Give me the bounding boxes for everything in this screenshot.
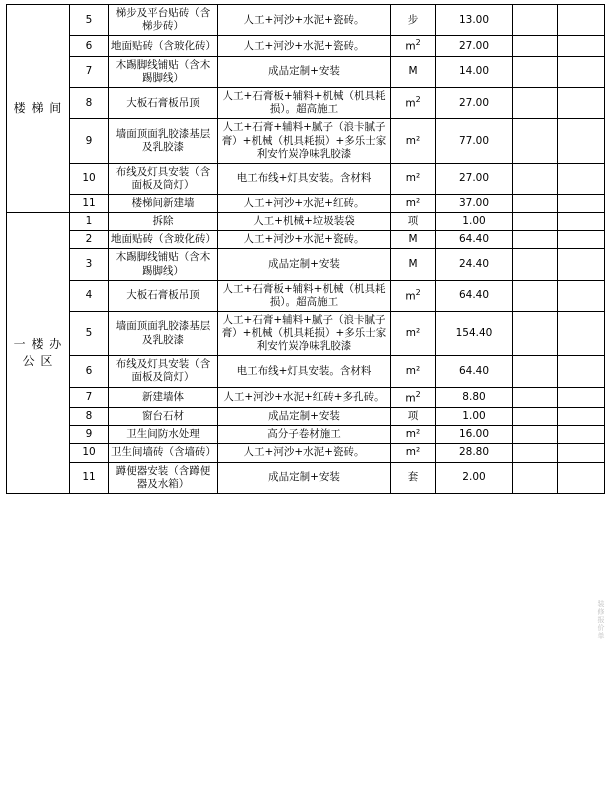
table-row — [7, 56, 605, 87]
row-number-cell: 6 — [70, 36, 109, 57]
blank-cell-1 — [513, 5, 558, 36]
blank-cell-1 — [513, 311, 558, 355]
blank-cell-1 — [513, 444, 558, 462]
item-name-cell: 木踢脚线铺贴（含木踢脚线） — [109, 56, 218, 87]
quantity-cell: 2.00 — [436, 462, 513, 493]
table-row — [7, 213, 605, 231]
row-number-cell: 9 — [70, 426, 109, 444]
unit-superscript: 2 — [415, 95, 421, 105]
unit-superscript: 2 — [415, 287, 421, 297]
group-label-cell — [7, 5, 70, 213]
table-row — [7, 408, 605, 426]
unit-superscript: 2 — [415, 38, 421, 48]
row-number-cell: 11 — [70, 195, 109, 213]
unit-text: m — [405, 97, 416, 110]
item-description-cell: 人工+石膏板+辅料+机械（机具耗损）。超高施工 — [218, 88, 391, 119]
unit-cell — [391, 195, 436, 213]
unit-cell — [391, 5, 436, 36]
unit-text: m² — [405, 134, 421, 147]
item-name-cell: 布线及灯具安装（含面板及筒灯） — [109, 356, 218, 387]
table-row — [7, 231, 605, 249]
table-row — [7, 249, 605, 280]
table-row — [7, 444, 605, 462]
row-number-cell: 1 — [70, 213, 109, 231]
row-number-cell: 2 — [70, 231, 109, 249]
unit-text: 套 — [407, 471, 419, 484]
item-name-cell: 墙面顶面乳胶漆基层及乳胶漆 — [109, 119, 218, 163]
unit-cell — [391, 387, 436, 408]
blank-cell-1 — [513, 231, 558, 249]
blank-cell-2 — [558, 387, 605, 408]
table-row — [7, 280, 605, 311]
row-number-cell: 10 — [70, 444, 109, 462]
unit-text: m — [405, 40, 416, 53]
group-label-cell — [7, 213, 70, 494]
item-description-cell: 人工+河沙+水泥+瓷砖。 — [218, 444, 391, 462]
blank-cell-1 — [513, 387, 558, 408]
row-number-cell: 3 — [70, 249, 109, 280]
unit-text: m² — [405, 428, 421, 441]
unit-text: m — [405, 290, 416, 303]
quantity-cell: 1.00 — [436, 213, 513, 231]
item-name-cell: 梯步及平台贴砖（含梯步砖） — [109, 5, 218, 36]
blank-cell-2 — [558, 56, 605, 87]
blank-cell-2 — [558, 195, 605, 213]
table-row — [7, 5, 605, 36]
item-name-cell: 卫生间墙砖（含墙砖） — [109, 444, 218, 462]
quantity-cell: 27.00 — [436, 88, 513, 119]
unit-text: m² — [405, 197, 421, 209]
table-row — [7, 311, 605, 355]
row-number-cell: 11 — [70, 462, 109, 493]
unit-text: 项 — [407, 410, 419, 423]
item-description-cell: 人工+河沙+水泥+红砖+多孔砖。 — [218, 387, 391, 408]
item-description-cell: 人工+石膏+辅料+腻子（浪卡腻子膏）+机械（机具耗损）+多乐士家利安竹炭净味乳胶漆 — [218, 311, 391, 355]
blank-cell-1 — [513, 280, 558, 311]
item-description-cell: 人工+河沙+水泥+瓷砖。 — [218, 36, 391, 57]
unit-cell — [391, 119, 436, 163]
blank-cell-1 — [513, 88, 558, 119]
quantity-cell: 37.00 — [436, 195, 513, 213]
item-name-cell: 窗台石材 — [109, 408, 218, 426]
blank-cell-2 — [558, 213, 605, 231]
quote-table — [6, 4, 605, 494]
item-description-cell: 人工+河沙+水泥+瓷砖。 — [218, 5, 391, 36]
item-description-cell: 高分子卷材施工 — [218, 426, 391, 444]
quantity-cell: 27.00 — [436, 163, 513, 194]
table-row — [7, 426, 605, 444]
table-row — [7, 163, 605, 194]
table-row — [7, 88, 605, 119]
quantity-cell: 64.40 — [436, 356, 513, 387]
quantity-cell: 16.00 — [436, 426, 513, 444]
unit-cell — [391, 88, 436, 119]
blank-cell-2 — [558, 311, 605, 355]
item-description-cell: 电工布线+灯具安装。含材料 — [218, 163, 391, 194]
item-name-cell: 卫生间防水处理 — [109, 426, 218, 444]
blank-cell-2 — [558, 119, 605, 163]
unit-text: m — [405, 392, 416, 404]
row-number-cell: 10 — [70, 163, 109, 194]
unit-cell — [391, 426, 436, 444]
group-label: 一 楼 办 公 区 — [13, 336, 63, 368]
item-description-cell: 人工+河沙+水泥+红砖。 — [218, 195, 391, 213]
blank-cell-2 — [558, 5, 605, 36]
item-description-cell: 成品定制+安装 — [218, 408, 391, 426]
blank-cell-1 — [513, 462, 558, 493]
item-name-cell: 木踢脚线铺贴（含木踢脚线） — [109, 249, 218, 280]
quantity-cell: 27.00 — [436, 36, 513, 57]
item-description-cell: 人工+石膏板+辅料+机械（机具耗损）。超高施工 — [218, 280, 391, 311]
item-description-cell: 成品定制+安装 — [218, 462, 391, 493]
unit-text: 步 — [407, 13, 419, 26]
row-number-cell: 5 — [70, 311, 109, 355]
unit-text: m² — [405, 327, 421, 339]
item-name-cell: 地面贴砖（含玻化砖） — [109, 231, 218, 249]
row-number-cell: 9 — [70, 119, 109, 163]
blank-cell-2 — [558, 88, 605, 119]
item-description-cell: 成品定制+安装 — [218, 249, 391, 280]
quantity-cell: 77.00 — [436, 119, 513, 163]
quantity-cell: 64.40 — [436, 231, 513, 249]
unit-text: m² — [405, 446, 421, 459]
unit-cell — [391, 249, 436, 280]
blank-cell-2 — [558, 444, 605, 462]
row-number-cell: 8 — [70, 88, 109, 119]
table-row — [7, 119, 605, 163]
unit-cell — [391, 36, 436, 57]
row-number-cell: 8 — [70, 408, 109, 426]
unit-cell — [391, 231, 436, 249]
quantity-cell: 24.40 — [436, 249, 513, 280]
item-description-cell: 人工+石膏+辅料+腻子（浪卡腻子膏）+机械（机具耗损）+多乐士家利安竹炭净味乳胶漆 — [218, 119, 391, 163]
item-name-cell: 大板石膏板吊顶 — [109, 88, 218, 119]
unit-cell — [391, 356, 436, 387]
blank-cell-1 — [513, 426, 558, 444]
blank-cell-2 — [558, 356, 605, 387]
unit-text: m² — [405, 364, 421, 377]
unit-text: M — [408, 65, 418, 78]
quantity-cell: 64.40 — [436, 280, 513, 311]
table-row — [7, 462, 605, 493]
unit-cell — [391, 444, 436, 462]
quantity-cell: 154.40 — [436, 311, 513, 355]
item-name-cell: 布线及灯具安装（含面板及筒灯） — [109, 163, 218, 194]
blank-cell-2 — [558, 163, 605, 194]
item-description-cell: 人工+机械+垃圾装袋 — [218, 213, 391, 231]
item-name-cell: 墙面顶面乳胶漆基层及乳胶漆 — [109, 311, 218, 355]
quantity-cell: 14.00 — [436, 56, 513, 87]
table-row — [7, 36, 605, 57]
item-name-cell: 地面贴砖（含玻化砖） — [109, 36, 218, 57]
blank-cell-1 — [513, 119, 558, 163]
row-number-cell: 7 — [70, 387, 109, 408]
blank-cell-2 — [558, 280, 605, 311]
blank-cell-1 — [513, 56, 558, 87]
unit-cell — [391, 56, 436, 87]
blank-cell-2 — [558, 462, 605, 493]
blank-cell-1 — [513, 163, 558, 194]
blank-cell-2 — [558, 249, 605, 280]
item-description-cell: 电工布线+灯具安装。含材料 — [218, 356, 391, 387]
unit-superscript: 2 — [415, 389, 421, 399]
blank-cell-1 — [513, 36, 558, 57]
blank-cell-1 — [513, 213, 558, 231]
unit-cell — [391, 462, 436, 493]
quantity-cell: 28.80 — [436, 444, 513, 462]
unit-cell — [391, 311, 436, 355]
item-name-cell: 大板石膏板吊顶 — [109, 280, 218, 311]
blank-cell-2 — [558, 426, 605, 444]
item-name-cell: 拆除 — [109, 213, 218, 231]
blank-cell-1 — [513, 408, 558, 426]
quantity-cell: 13.00 — [436, 5, 513, 36]
table-row — [7, 356, 605, 387]
unit-text: m² — [405, 172, 421, 185]
unit-cell — [391, 408, 436, 426]
blank-cell-1 — [513, 195, 558, 213]
unit-cell — [391, 213, 436, 231]
blank-cell-2 — [558, 408, 605, 426]
blank-cell-2 — [558, 231, 605, 249]
table-row — [7, 195, 605, 213]
row-number-cell: 5 — [70, 5, 109, 36]
unit-text: M — [408, 257, 418, 270]
quantity-cell: 8.80 — [436, 387, 513, 408]
group-label: 楼 梯 间 — [13, 100, 63, 115]
row-number-cell: 6 — [70, 356, 109, 387]
blank-cell-1 — [513, 249, 558, 280]
item-description-cell: 成品定制+安装 — [218, 56, 391, 87]
unit-text: M — [408, 233, 418, 246]
quantity-cell: 1.00 — [436, 408, 513, 426]
unit-text: 项 — [407, 215, 419, 228]
item-name-cell: 楼梯间新建墙 — [109, 195, 218, 213]
item-description-cell: 人工+河沙+水泥+瓷砖。 — [218, 231, 391, 249]
unit-cell — [391, 163, 436, 194]
table-row — [7, 387, 605, 408]
unit-cell — [391, 280, 436, 311]
item-name-cell: 蹲便器安装（含蹲便器及水箱） — [109, 462, 218, 493]
watermark-text: 装修报价单 — [597, 600, 605, 640]
blank-cell-1 — [513, 356, 558, 387]
blank-cell-2 — [558, 36, 605, 57]
row-number-cell: 4 — [70, 280, 109, 311]
row-number-cell: 7 — [70, 56, 109, 87]
item-name-cell: 新建墙体 — [109, 387, 218, 408]
